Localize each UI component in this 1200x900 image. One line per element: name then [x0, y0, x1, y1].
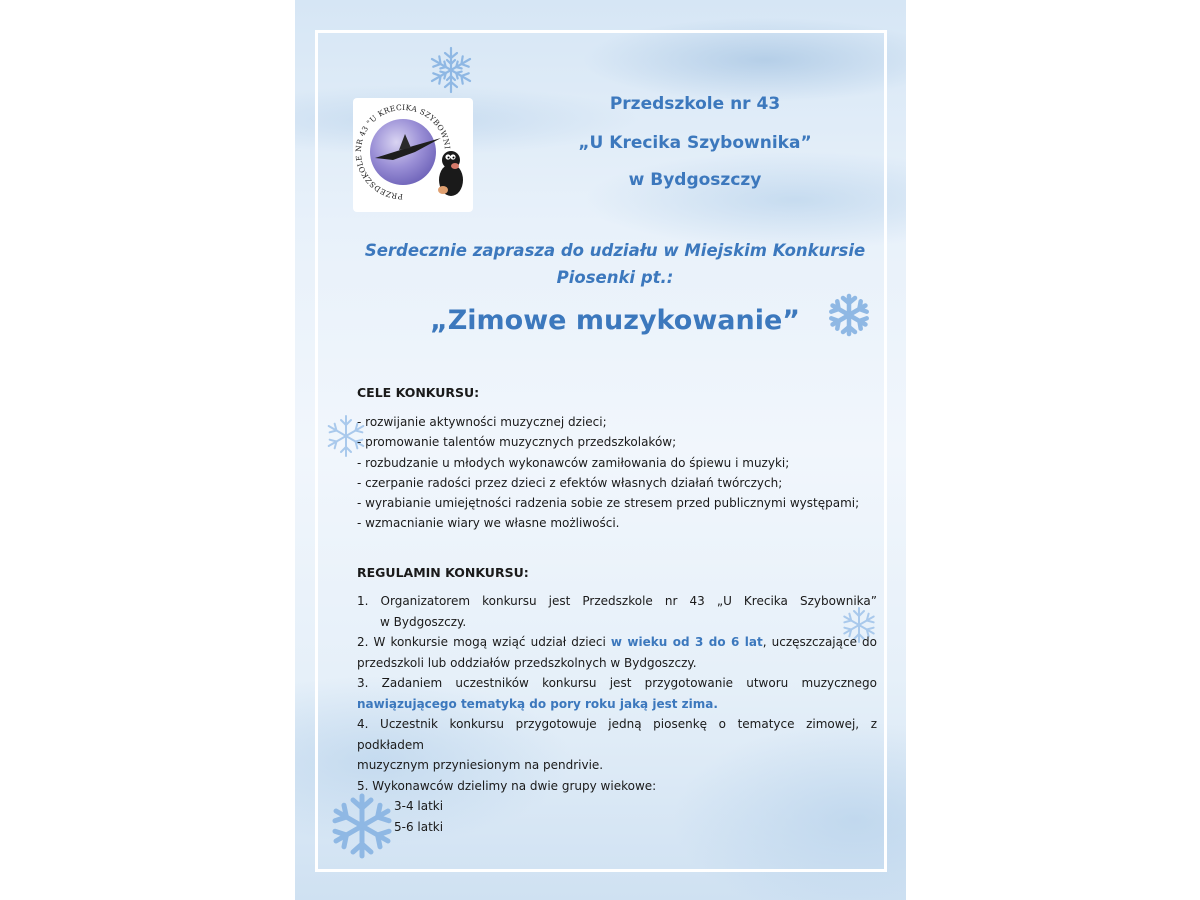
goals-heading: CELE KONKURSU:: [357, 385, 480, 400]
rule-text: , uczęszczające do: [762, 635, 877, 649]
theme-highlight: nawiązującego tematyką do pory roku jaką jest zima.: [357, 696, 718, 711]
goals-list: [357, 412, 877, 534]
rule-line: muzycznym przyniesionym na pendrivie.: [357, 758, 604, 772]
rule-line: 5. Wykonawców dzielimy na dwie grupy wiekowe:: [357, 778, 657, 793]
school-nickname: „U Krecika Szybownika”: [578, 133, 812, 153]
list-item: - promowanie talentów muzycznych przedszkolaków;: [357, 435, 677, 450]
invitation-line: Piosenki pt.:: [556, 268, 674, 287]
age-range-highlight: w wieku od 3 do 6 lat: [610, 635, 763, 649]
rule-line: [357, 632, 877, 653]
rule-line: 3. Zadaniem uczestników konkursu jest przygotowanie utworu muzycznego: [357, 676, 877, 690]
list-item: - rozwijanie aktywności muzycznej dzieci;: [357, 415, 607, 429]
rules-list: [357, 591, 877, 837]
invitation-text: [355, 237, 875, 291]
rule-line: 4. Uczestnik konkursu przygotowuje jedną piosenkę o tematyce zimowej, z podkładem: [357, 717, 877, 752]
invitation-line: Serdecznie zaprasza do udziału w Miejskim Konkursie: [364, 241, 866, 260]
rules-heading: REGULAMIN KONKURSU:: [357, 565, 529, 580]
list-item: - wzmacnianie wiary we własne możliwości.: [357, 516, 620, 531]
snowflake-icon: [428, 45, 474, 95]
school-city: w Bydgoszczy: [628, 170, 762, 190]
age-group: 5-6 latki: [394, 819, 444, 834]
contest-title: „Zimowe muzykowanie”: [429, 305, 801, 336]
school-name: Przedszkole nr 43: [609, 94, 781, 114]
svg-text:PRZEDSZKOLE NR 43 "U KRECIKA S: PRZEDSZKOLE NR 43 "U KRECIKA SZYBOWNI: [353, 102, 452, 202]
invitation-poster: [295, 0, 906, 900]
list-item: - wyrabianie umiejętności radzenia sobie ze stresem przed publicznymi występami;: [357, 496, 860, 511]
rule-line: 1. Organizatorem konkursu jest Przedszkole nr 43 „U Krecika Szybownika”: [357, 594, 877, 608]
school-logo: [353, 98, 473, 212]
rule-text: 2. W konkursie mogą wziąć udział dzieci: [357, 635, 611, 649]
list-item: - czerpanie radości przez dzieci z efektów własnych działań twórczych;: [357, 475, 783, 490]
rule-line: przedszkoli lub oddziałów przedszkolnych w Bydgoszczy.: [357, 655, 697, 670]
list-item: - rozbudzanie u młodych wykonawców zamiłowania do śpiewu i muzyki;: [357, 455, 790, 470]
rule-line: w Bydgoszczy.: [380, 614, 467, 629]
age-group: 3-4 latki: [394, 799, 444, 813]
rule-line: [357, 694, 877, 715]
